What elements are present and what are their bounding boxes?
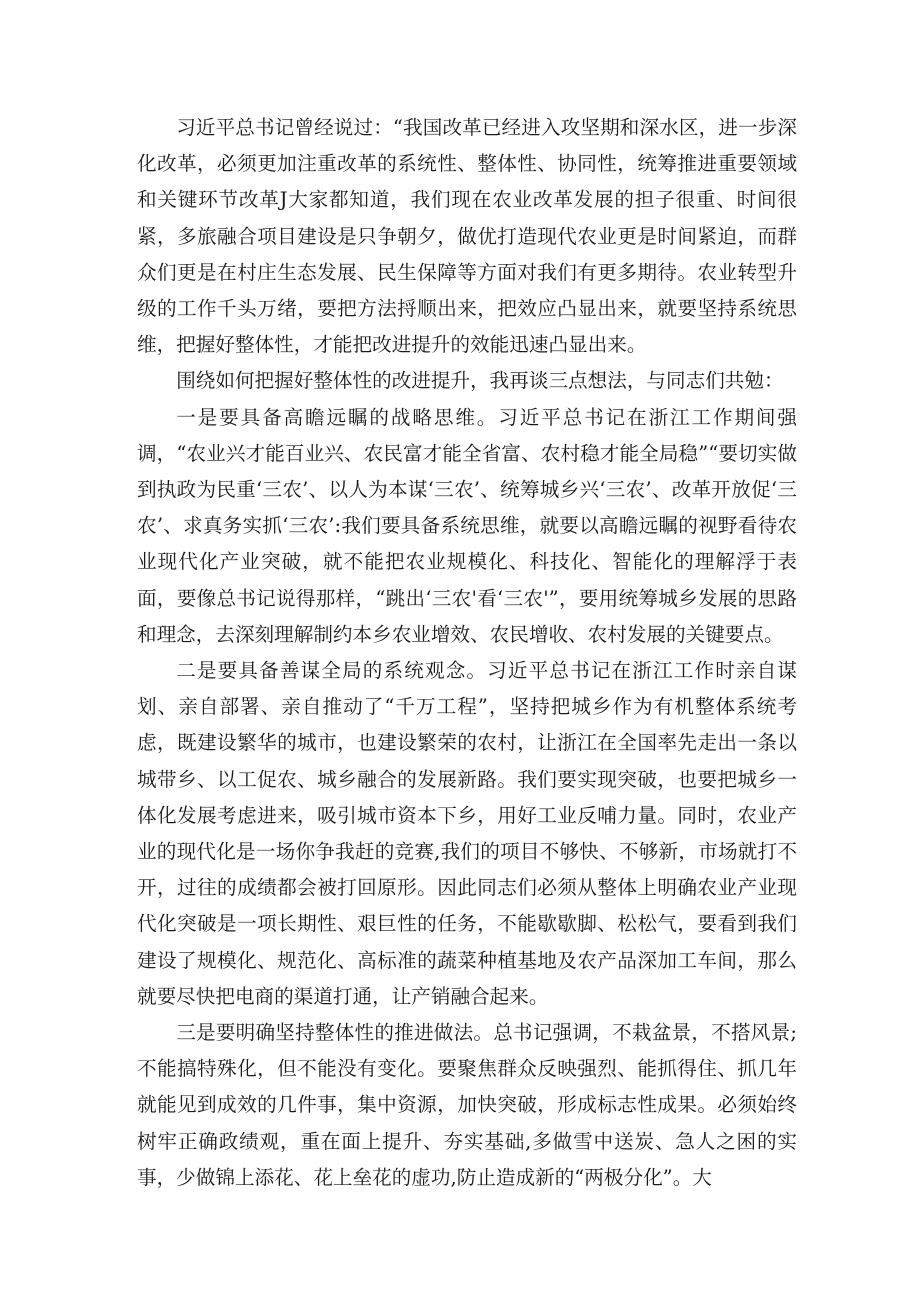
paragraph-point-three: 三是要明确坚持整体性的推进做法。总书记强调，不栽盆景，不搭风景;不能搞特殊化，但不能没有变化。要聚焦群众反映强烈、能抓得住、抓几年就能见到成效的几件事，集中资源，加快突破，形成标志性成果。必须始终树牢正确政绩观，重在面上提升、夯实基础,多做雪中送炭、急人之困的实事，少做锦上添花、花上垒花的虚功,防止造成新的“两极分化”。大 [137,1021,797,1189]
paragraph-point-one: 一是要具备高瞻远瞩的战略思维。习近平总书记在浙江工作期间强调，“农业兴才能百业兴、农民富才能全省富、农村稳才能全局稳”“要切实做到执政为民重‘三农’、以人为本谋‘三农’、统筹城乡兴‘三农’、改革开放促‘三农’、求真务实抓‘三农’:我们要具备系统思维，就要以高瞻远瞩的视野看待农业现代化产业突破，就不能把农业规模化、科技化、智能化的理解浮于表面，要像总书记说得那样，“跳出‘三农'看‘三农'”，要用统筹城乡发展的思路和理念，去深刻理解制约本乡农业增效、农民增收、农村发展的关键要点。 [137,405,797,646]
paragraph-transition: 围绕如何把握好整体性的改进提升，我再谈三点想法，与同志们共勉： [176,369,784,393]
document-body [137,110,797,1196]
paragraph-intro: 习近平总书记曾经说过：“我国改革已经进入攻坚期和深水区，进一步深化改革，必须更加注重改革的系统性、整体性、协同性，统筹推进重要领域和关键环节改革J大家都知道，我们现在农业改革发展的担子很重、时间很紧，多旅融合项目建设是只争朝夕，做优打造现代农业更是时间紧迫，而群众们更是在村庄生态发展、民生保障等方面对我们有更多期待。农业转型升级的工作千头万绪，要把方法捋顺出来，把效应凸显出来，就要坚持系统思维，把握好整体性，才能把改进提升的效能迅速凸显出来。 [137,116,797,357]
paragraph-point-two: 二是要具备善谋全局的系统观念。习近平总书记在浙江工作时亲自谋划、亲自部署、亲自推动了“千万工程”，坚持把城乡作为有机整体系统考虑，既建设繁华的城市，也建设繁荣的农村，让浙江在全国率先走出一条以城带乡、以工促农、城乡融合的发展新路。我们要实现突破，也要把城乡一体化发展考虑进来，吸引城市资本下乡，用好工业反哺力量。同时，农业产业的现代化是一场你争我赶的竞赛,我们的项目不够快、不够新，市场就打不开，过往的成绩都会被打回原形。因此同志们必须从整体上明确农业产业现代化突破是一项长期性、艰巨性的任务，不能歇歇脚、松松气，要看到我们建设了规模化、规范化、高标准的蔬菜种植基地及农产品深加工车间，那么就要尽快把电商的渠道打通，让产销融合起来。 [137,659,797,1008]
